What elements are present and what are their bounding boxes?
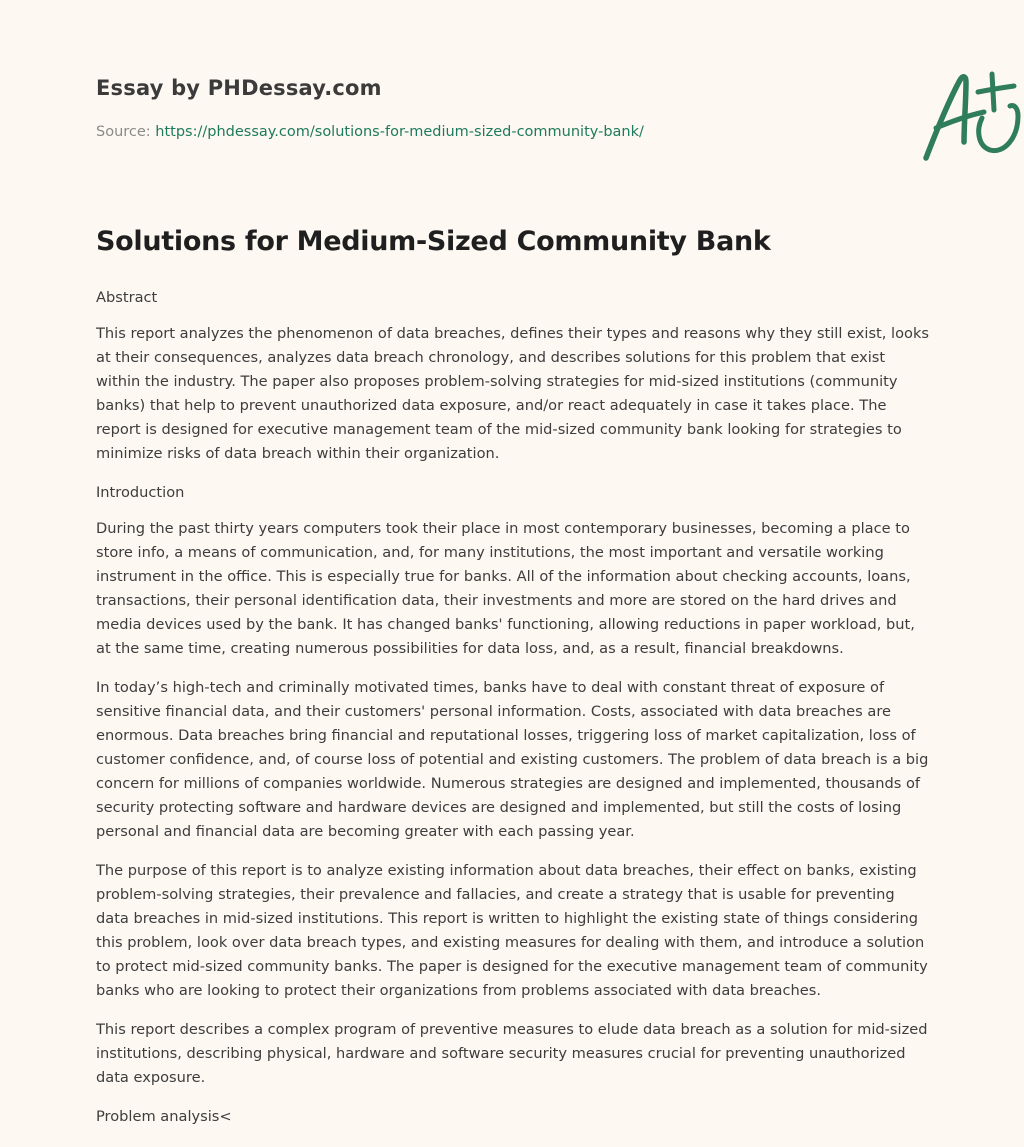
essay-title: Solutions for Medium-Sized Community Bank [96, 226, 771, 257]
paragraph: In today’s high-tech and criminally motivated times, banks have to deal with constant threat of exposure of sensitive financial data, and their customers' personal information. Costs, associated with data breaches are enormous. Data breaches bring financial and reputational losses, triggering loss of market capitalization, loss of customer confidence, and, of course loss of potential and existing customers. The problem of data breach is a big concern for millions of companies worldwide. Numerous strategies are designed and implemented, thousands of security protecting software and hardware devices are designed and implemented, but still the costs of losing personal and financial data are becoming greater with each passing year. [96, 679, 929, 840]
essay-body [96, 286, 932, 1141]
problem-analysis-heading: Problem analysis< [96, 1108, 232, 1125]
paragraph: This report describes a complex program of preventive measures to elude data breach as a solution for mid-sized institutions, describing physical, hardware and software security measures crucial for preventing unauthorized data exposure. [96, 1021, 928, 1086]
paragraph: During the past thirty years computers took their place in most contemporary businesses, becoming a place to store info, a means of communication, and, for many institutions, the most important and versatile working instrument in the office. This is especially true for banks. All of the information about checking accounts, loans, transactions, their personal identification data, their investments and more are stored on the hard drives and media devices used by the bank. It has changed banks' functioning, allowing reductions in paper workload, but, at the same time, creating numerous possibilities for data loss, and, as a result, financial breakdowns. [96, 520, 915, 657]
a-plus-logo-icon [914, 66, 1024, 166]
abstract-paragraph: This report analyzes the phenomenon of data breaches, defines their types and reasons why they still exist, looks at their consequences, analyzes data breach chronology, and describes solutions for this problem that exist within the industry. The paper also proposes problem-solving strategies for mid-sized institutions (community banks) that help to prevent unauthorized data exposure, and/or react adequately in case it takes place. The report is designed for executive management team of the mid-sized community bank looking for strategies to minimize risks of data breach within their organization. [96, 325, 930, 462]
introduction-heading: Introduction [96, 484, 185, 501]
source-label: Source: [96, 124, 151, 140]
site-title: Essay by PHDessay.com [96, 76, 382, 100]
source-line [96, 124, 644, 140]
source-link[interactable]: https://phdessay.com/solutions-for-medium-sized-community-bank/ [155, 124, 644, 140]
abstract-heading: Abstract [96, 289, 158, 306]
paragraph: The purpose of this report is to analyze existing information about data breaches, their effect on banks, existing problem-solving strategies, their prevalence and fallacies, and create a strategy that is usable for preventing data breaches in mid-sized institutions. This report is written to highlight the existing state of things considering this problem, look over data breach types, and existing measures for dealing with them, and introduce a solution to protect mid-sized community banks. The paper is designed for the executive management team of community banks who are looking to protect their organizations from problems associated with data breaches. [96, 862, 928, 999]
